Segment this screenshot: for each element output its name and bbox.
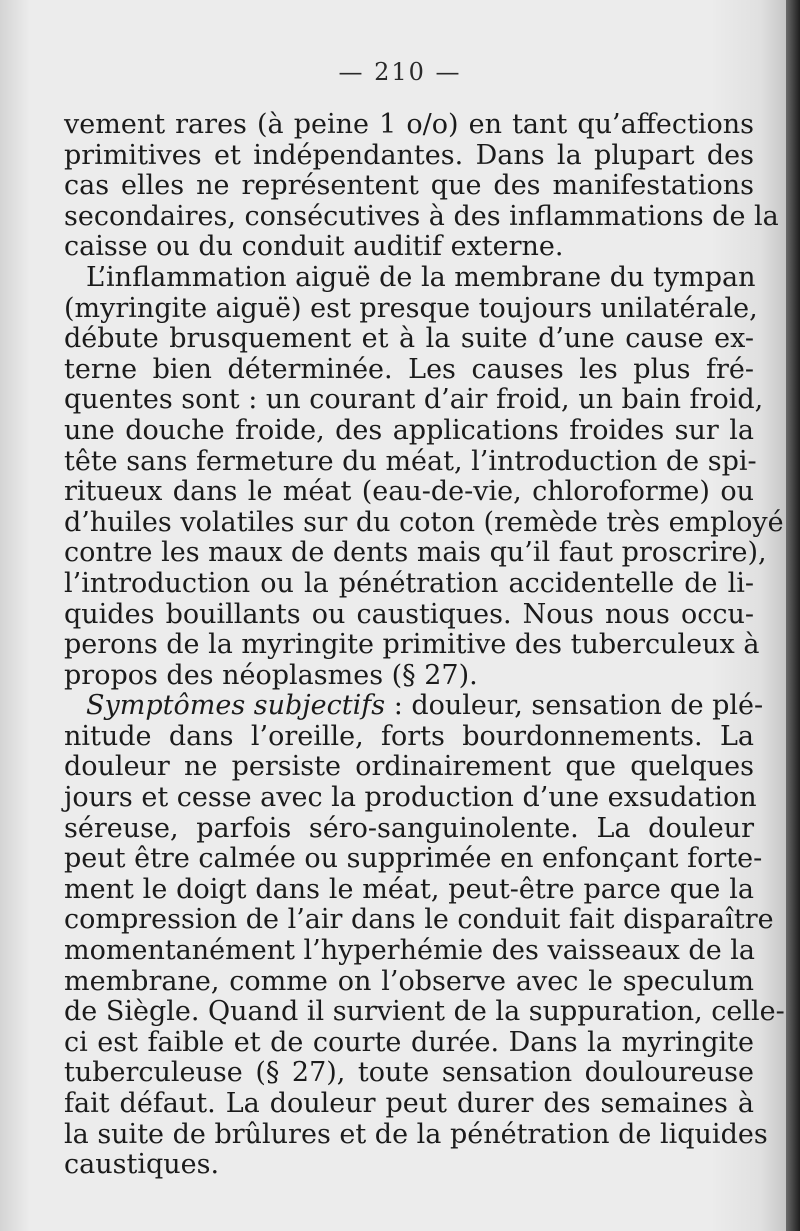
text-line: vement rares (à peine 1 o/o) en tant qu’affections xyxy=(64,109,754,140)
section-heading-italic: Symptômes subjectifs xyxy=(86,690,386,722)
text-line: de Siègle. Quand il survient de la suppuration, celle- xyxy=(64,996,785,1028)
page-number: — 210 — xyxy=(338,58,462,86)
text-line: ci est faible et de courte durée. Dans la myringite xyxy=(64,1026,754,1058)
text-line: ment le doigt dans le méat, peut-être parce que la xyxy=(64,873,754,905)
text-line: primitives et indépendantes. Dans la plupart des xyxy=(64,139,754,171)
text-line: quentes sont : un courant d’air froid, un bain froid, xyxy=(64,384,764,416)
text-line: L’inflammation aiguë de la membrane du tympan xyxy=(86,261,756,293)
text-line: caustiques. xyxy=(64,1149,220,1181)
text-line: douleur ne persiste ordinairement que quelques xyxy=(64,751,754,783)
paragraph-3 xyxy=(64,690,785,1181)
paragraph-2 xyxy=(64,261,784,691)
text-line: l’introduction ou la pénétration accidentelle de li- xyxy=(64,567,754,599)
text-line: fait défaut. La douleur peut durer des semaines à xyxy=(64,1088,754,1119)
text-line xyxy=(64,690,764,722)
text-line: ritueux dans le méat (eau-de-vie, chloroforme) ou xyxy=(64,476,754,508)
text-line: d’huiles volatiles sur du coton (remède très employé xyxy=(64,506,784,538)
text-line: propos des néoplasmes (§ 27). xyxy=(64,659,478,691)
text-line: une douche froide, des applications froides sur la xyxy=(64,414,754,446)
body-text xyxy=(64,109,785,1181)
text-line: perons de la myringite primitive des tuberculeux à xyxy=(64,629,760,661)
text-line: cas elles ne représentent que des manifestations xyxy=(64,170,754,202)
text-line: nitude dans l’oreille, forts bourdonnements. La xyxy=(64,720,754,752)
text-line: jours et cesse avec la production d’une exsudation xyxy=(64,782,757,814)
text-line: contre les maux de dents mais qu’il faut proscrire), xyxy=(64,537,767,569)
text-line: peut être calmée ou supprimée en enfonçant forte- xyxy=(64,843,763,875)
text-fragment: : douleur, sensation de plé- xyxy=(385,690,764,722)
text-line: tuberculeuse (§ 27), toute sensation douloureuse xyxy=(64,1057,754,1089)
text-line: caisse ou du conduit auditif externe. xyxy=(64,231,564,263)
text-line: terne bien déterminée. Les causes les plus fré- xyxy=(64,353,754,385)
text-line: (myringite aiguë) est presque toujours unilatérale, xyxy=(64,292,758,324)
text-line: membrane, comme on l’observe avec le speculum xyxy=(64,965,754,997)
text-line: débute brusquement et à la suite d’une cause ex- xyxy=(64,323,754,355)
text-line: secondaires, consécutives à des inflammations de la xyxy=(64,200,779,232)
text-line: quides bouillants ou caustiques. Nous nous occu- xyxy=(64,598,754,630)
text-line: tête sans fermeture du méat, l’introduction de spi- xyxy=(64,445,757,477)
text-line: la suite de brûlures et de la pénétration de liquides xyxy=(64,1118,768,1150)
text-line: compression de l’air dans le conduit fait disparaître xyxy=(64,904,774,936)
text-line: momentanément l’hyperhémie des vaisseaux de la xyxy=(64,935,755,967)
page-edge-shadow xyxy=(786,0,800,1231)
paragraph-1 xyxy=(64,109,779,263)
text-line: séreuse, parfois séro-sanguinolente. La douleur xyxy=(64,812,754,844)
